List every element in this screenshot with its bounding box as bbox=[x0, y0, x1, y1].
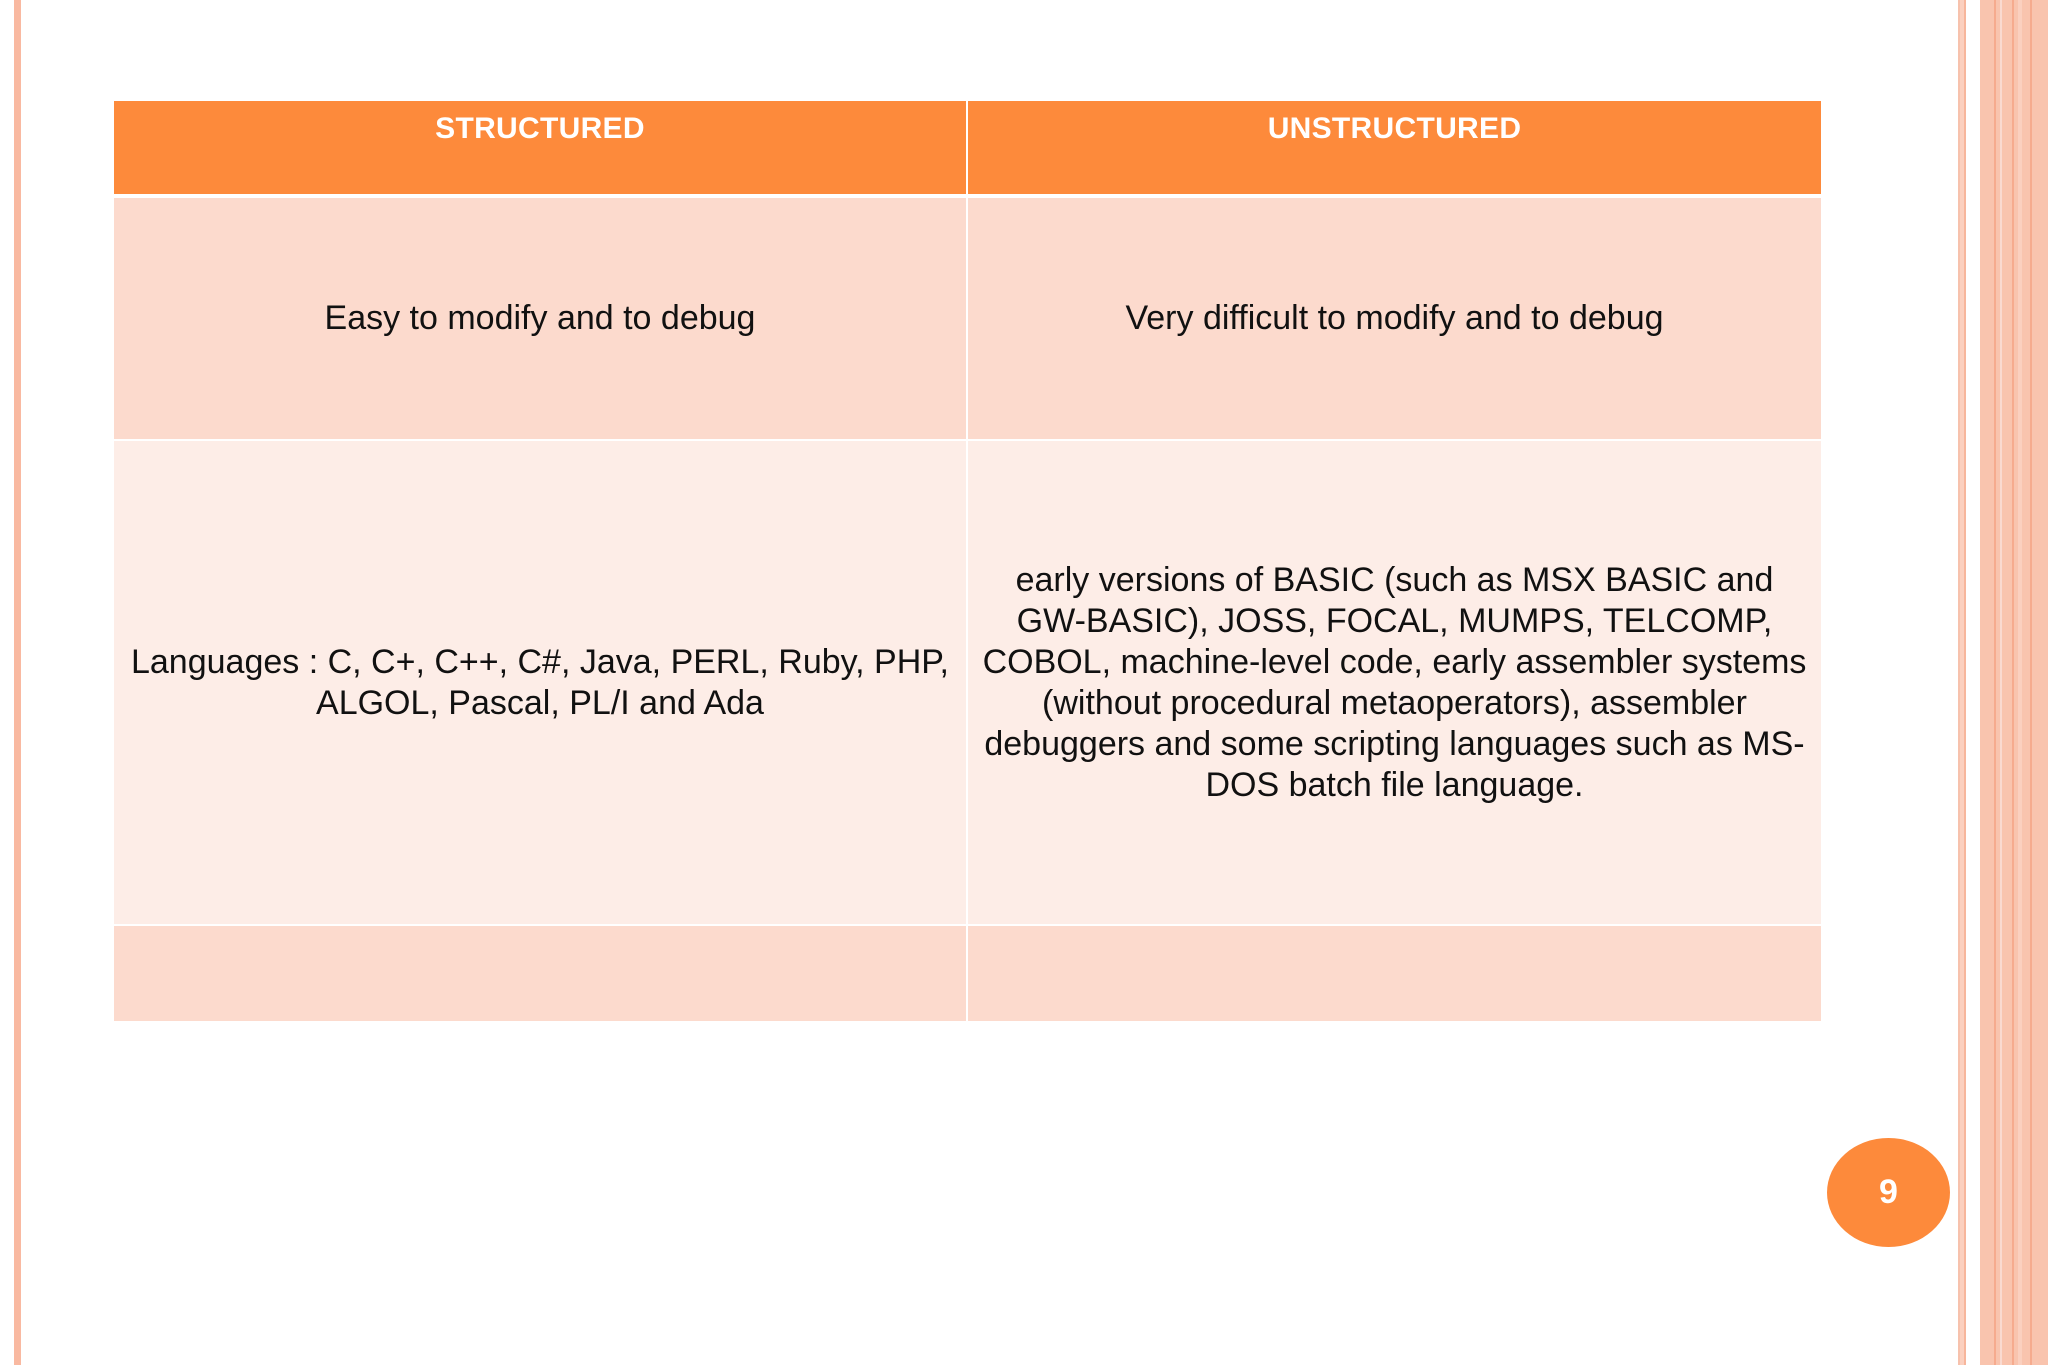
comparison-table bbox=[114, 101, 1821, 1021]
table-cell bbox=[114, 441, 966, 926]
table-cell bbox=[966, 198, 1821, 441]
page-number: 9 bbox=[1879, 1173, 1898, 1211]
header-unstructured: UNSTRUCTURED bbox=[966, 101, 1821, 198]
cell-text: Languages : C, C+, C++, C#, Java, PERL, Ruby, PHP, ALGOL, Pascal, PL/I and Ada bbox=[130, 642, 949, 722]
cell-text: early versions of BASIC (such as MSX BASIC and GW-BASIC), JOSS, FOCAL, MUMPS, TELCOMP, COBOL, machine-level code, early assembler systems (without procedural metaoperators), assembler debuggers and some scripting languages such as MS-DOS batch file language. bbox=[982, 560, 1807, 804]
cell-text: Very difficult to modify and to debug bbox=[1125, 299, 1664, 337]
table-row bbox=[114, 926, 1821, 1021]
table-cell bbox=[114, 198, 966, 441]
table-header-row bbox=[114, 101, 1821, 198]
table-cell bbox=[966, 441, 1821, 926]
cell-text: Easy to modify and to debug bbox=[324, 299, 756, 337]
table-row bbox=[114, 198, 1821, 441]
table-cell bbox=[966, 926, 1821, 1021]
left-border-stripe bbox=[14, 0, 21, 1365]
table-cell bbox=[114, 926, 966, 1021]
right-decorative-border bbox=[1958, 0, 2048, 1365]
header-structured: STRUCTURED bbox=[114, 101, 966, 198]
table-row bbox=[114, 441, 1821, 926]
page-number-badge bbox=[1827, 1138, 1950, 1247]
